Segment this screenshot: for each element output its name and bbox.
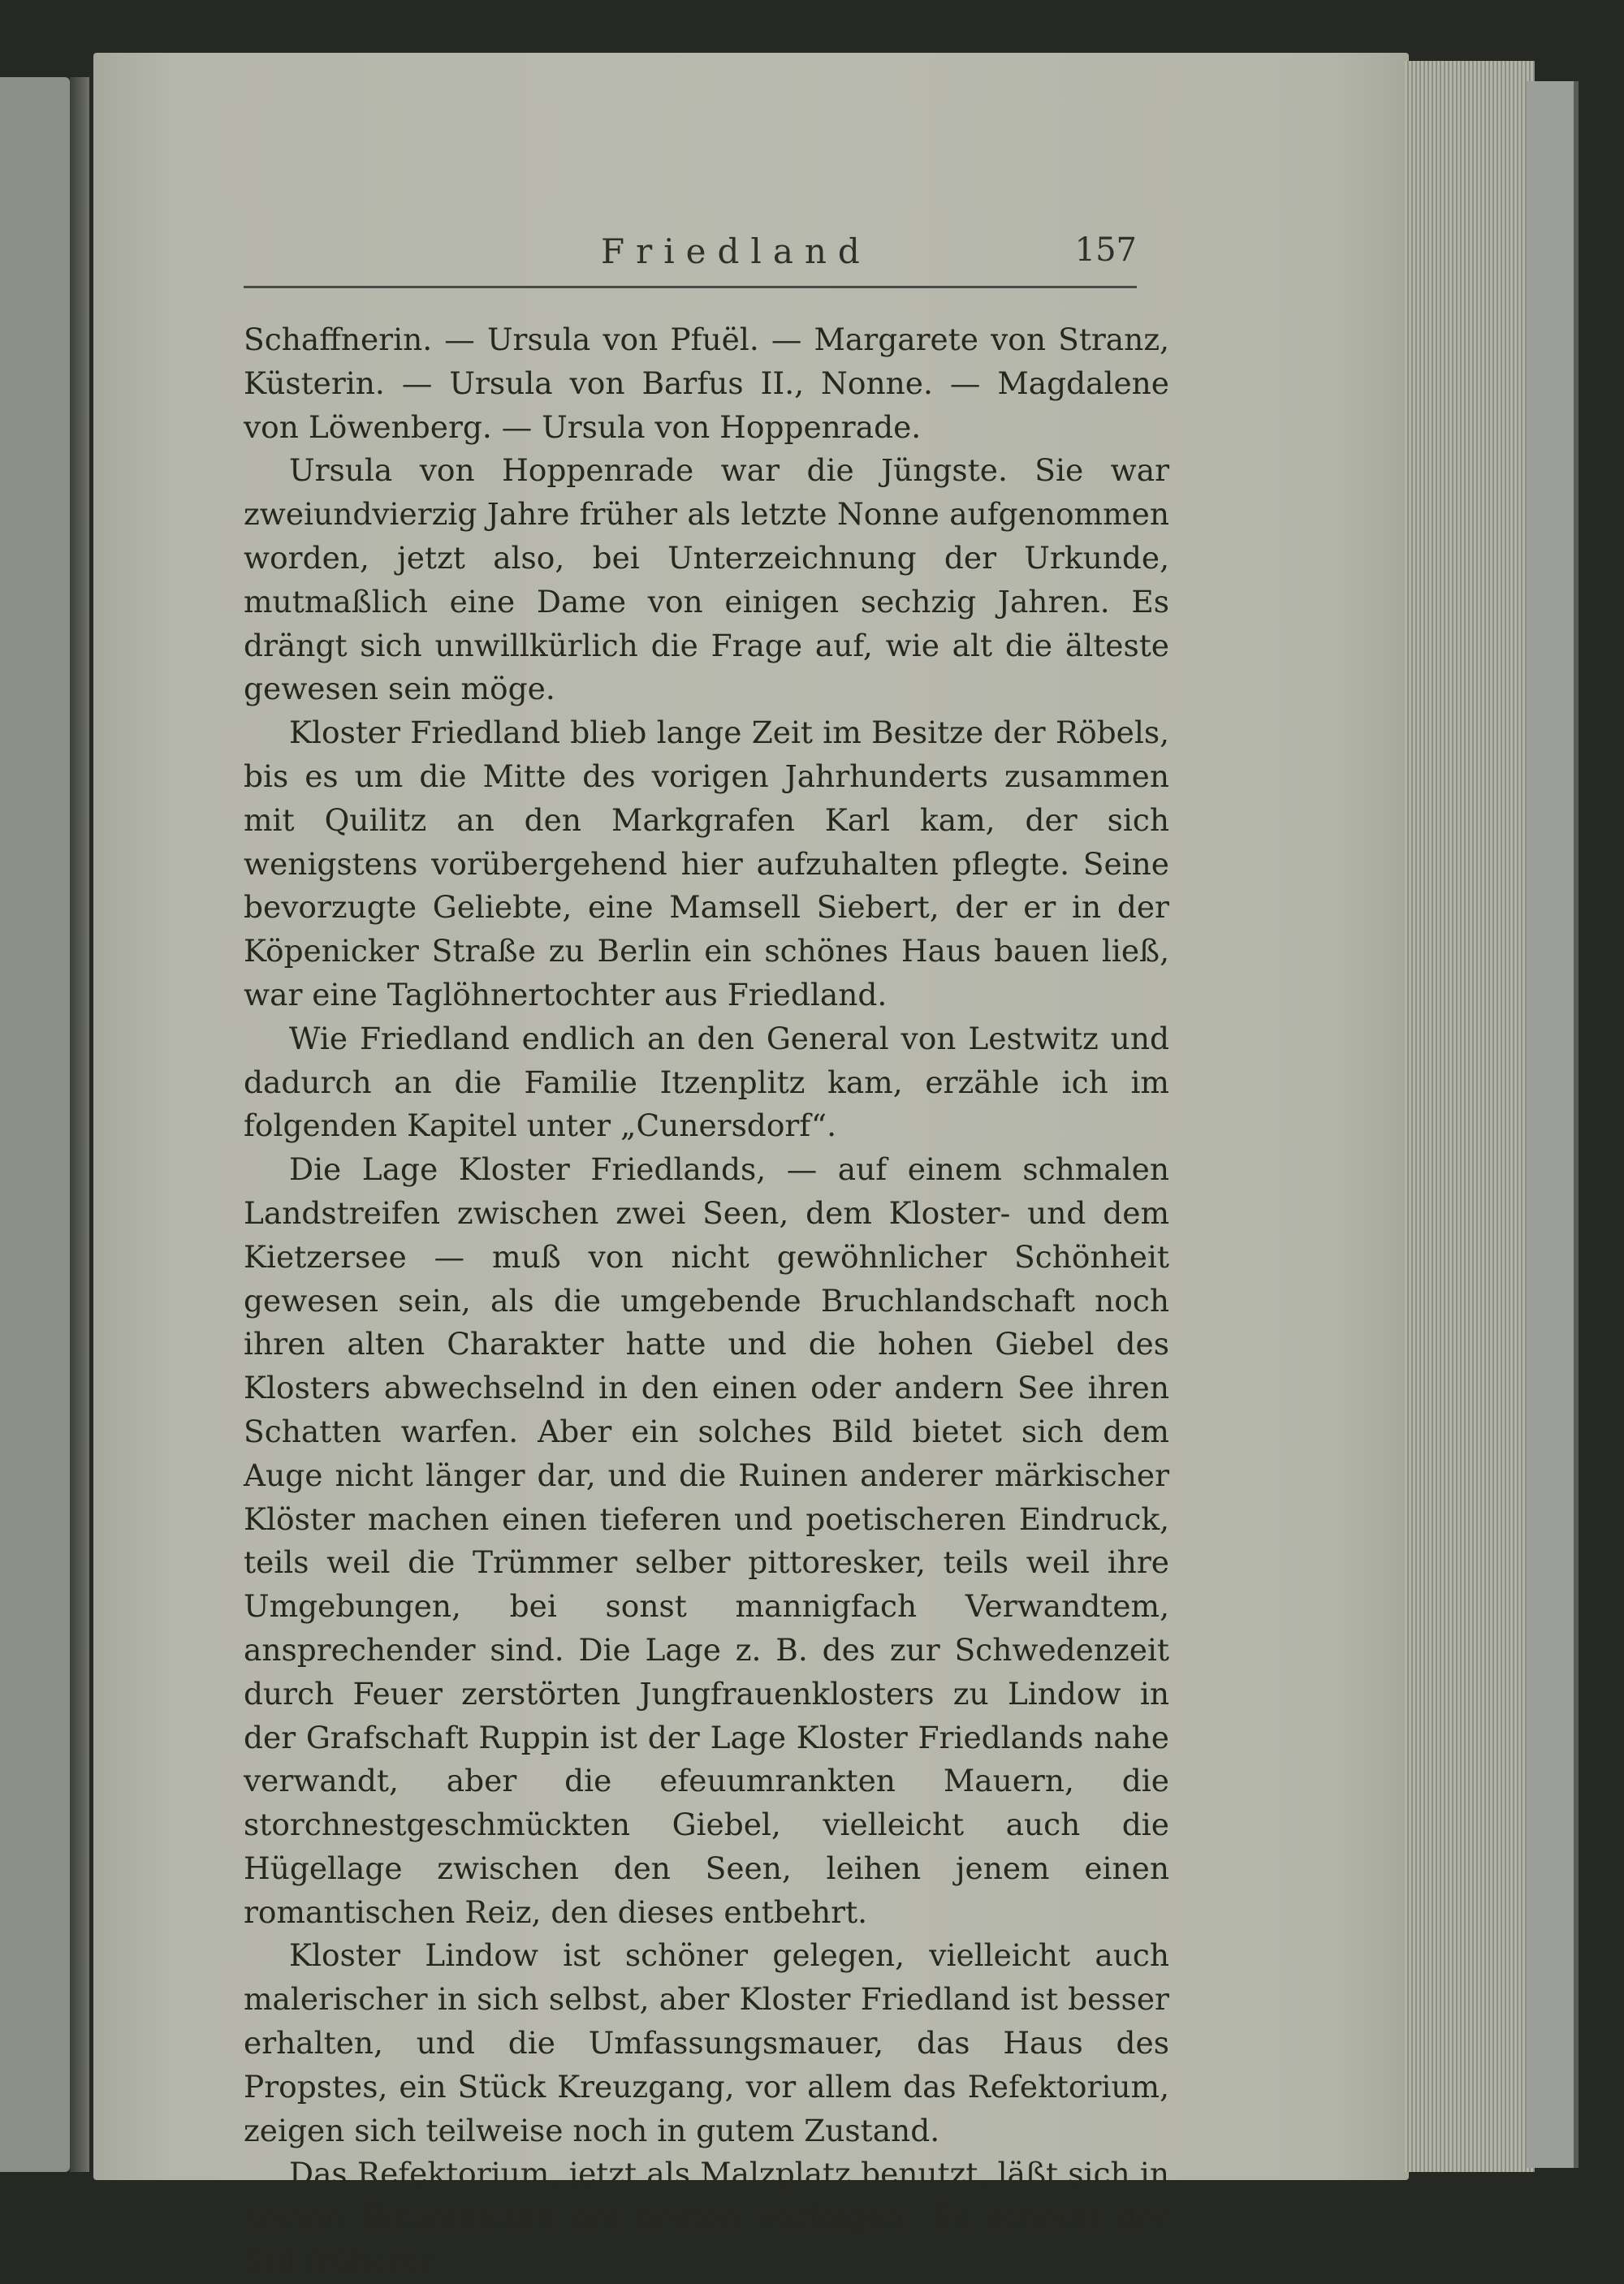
page-stack-edge [1405, 61, 1535, 2172]
body-text [244, 318, 1169, 2284]
running-title: Friedland [601, 231, 871, 271]
header-rule [244, 286, 1137, 288]
page-number: 157 [1074, 231, 1137, 269]
left-page-edge [0, 77, 70, 2172]
book-cover-edge [1527, 81, 1579, 2168]
paragraph: Das Refektorium, jetzt als Malzplatz benutzt, läßt sich in seinen Einzelheiten am besten verfolgen. Es scheint der Stil früherer [244, 2156, 1169, 2280]
paragraph: Kloster Lindow ist schöner gelegen, vielleicht auch malerischer in sich selbst, aber Kloster Friedland ist besser erhalten, und die Umfassungsmauer, das Haus des Propstes, ein Stück Kreuzgang, vor allem das Refektorium, zeigen sich teilweise noch in gutem Zustand. [244, 1937, 1169, 2148]
paragraph: Schaffnerin. — Ursula von Pfuël. — Margarete von Stranz, Küsterin. — Ursula von Barfus II., Nonne. — Magdalene von Löwenberg. — Ursula von Hoppenrade. [244, 322, 1169, 445]
page-header [244, 231, 1137, 288]
paragraph: Kloster Friedland blieb lange Zeit im Besitze der Röbels, bis es um die Mitte des vorigen Jahrhunderts zusammen mit Quilitz an den Markgrafen Karl kam, der sich wenigstens vorübergehend hier aufzuhalten pflegte. Seine bevorzugte Geliebte, eine Mamsell Siebert, der er in der Köpenicker Straße zu Berlin ein schönes Haus bauen ließ, war eine Taglöhnertochter aus Friedland. [244, 715, 1169, 1012]
paragraph: Die Lage Kloster Friedlands, — auf einem schmalen Landstreifen zwischen zwei Seen, dem Kloster- und dem Kietzersee — muß von nicht gewöhnlicher Schönheit gewesen sein, als die umgebende Bruchlandschaft noch ihren alten Charakter hatte und die hohen Giebel des Klosters abwechselnd in den einen oder andern See ihren Schatten warfen. Aber ein solches Bild bietet sich dem Auge nicht länger dar, und die Ruinen anderer märkischer Klöster machen einen tieferen und poetischeren Eindruck, teils weil die Trümmer selber pittoresker, teils weil ihre Umgebungen, bei sonst mannigfach Verwandtem, ansprechender sind. Die Lage z. B. des zur Schwedenzeit durch Feuer zerstörten Jungfrauenklosters zu Lindow in der Grafschaft Ruppin ist der Lage Kloster Friedlands nahe verwandt, aber die efeuumrankten Mauern, die storchnestgeschmückten Giebel, vielleicht auch die Hügellage zwischen den Seen, leihen jenem einen romantischen Reiz, den dieses entbehrt. [244, 1151, 1169, 1930]
book-gutter [70, 77, 89, 2172]
paragraph: Wie Friedland endlich an den General von Lestwitz und dadurch an die Familie Itzenplitz kam, erzähle ich im folgenden Kapitel unter „Cunersdorf“. [244, 1020, 1169, 1144]
paragraph: Ursula von Hoppenrade war die Jüngste. Sie war zweiundvierzig Jahre früher als letzte Nonne aufgenommen worden, jetzt also, bei Unterzeichnung der Urkunde, mutmaßlich eine Dame von einigen sechzig Jahren. Es drängt sich unwillkürlich die Frage auf, wie alt die älteste gewesen sein möge. [244, 452, 1169, 707]
